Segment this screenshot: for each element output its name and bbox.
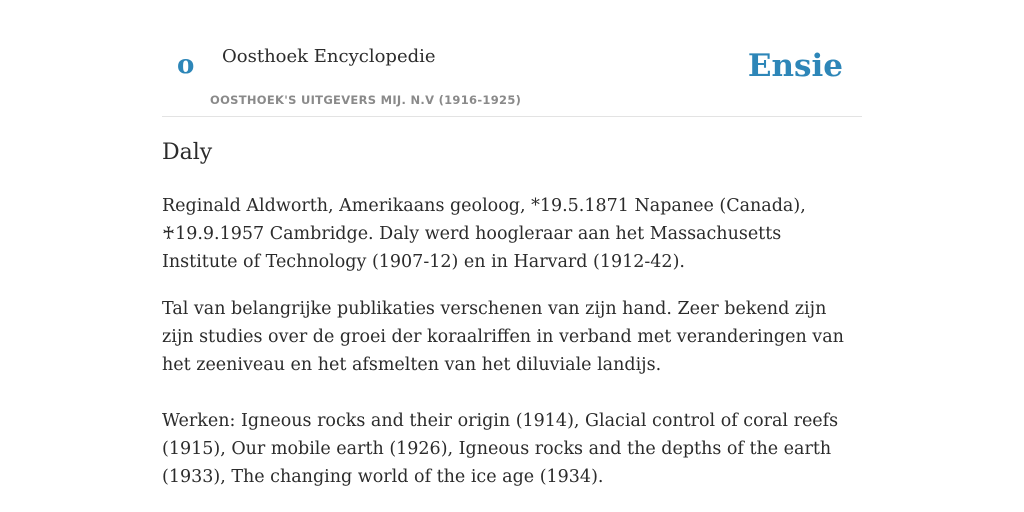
entry-title: Daly	[162, 140, 213, 165]
entry-paragraph-biography: Reginald Aldworth, Amerikaans geoloog, *19.5.1871 Napanee (Canada), ♰19.9.1957 Cambridge. Daly werd hoogleraar aan het Massachusetts Institute of Technology (1907-12) en in Harvard (1912-42).	[162, 196, 806, 272]
site-logo[interactable]: o	[177, 50, 195, 80]
entry-paragraph-works: Werken: Igneous rocks and their origin (1914), Glacial control of coral reefs (1915), Our mobile earth (1926), Igneous rocks and the depths of the earth (1933), The changing world of the ice age (1934).	[162, 411, 839, 487]
ensie-brand-link[interactable]: Ensie	[747, 48, 843, 84]
site-header	[162, 0, 862, 117]
site-title-link[interactable]: Oosthoek Encyclopedie	[222, 46, 436, 67]
page	[162, 0, 862, 487]
publisher-label: OOSTHOEK'S UITGEVERS MIJ. N.V (1916-1925)	[210, 93, 522, 107]
entry-paragraph-publications: Tal van belangrijke publikaties verschenen van zijn hand. Zeer bekend zijn zijn studies over de groei der koraalriffen in verband met veranderingen van het zeeniveau en het afsmelten van het diluviale landijs.	[162, 299, 844, 375]
